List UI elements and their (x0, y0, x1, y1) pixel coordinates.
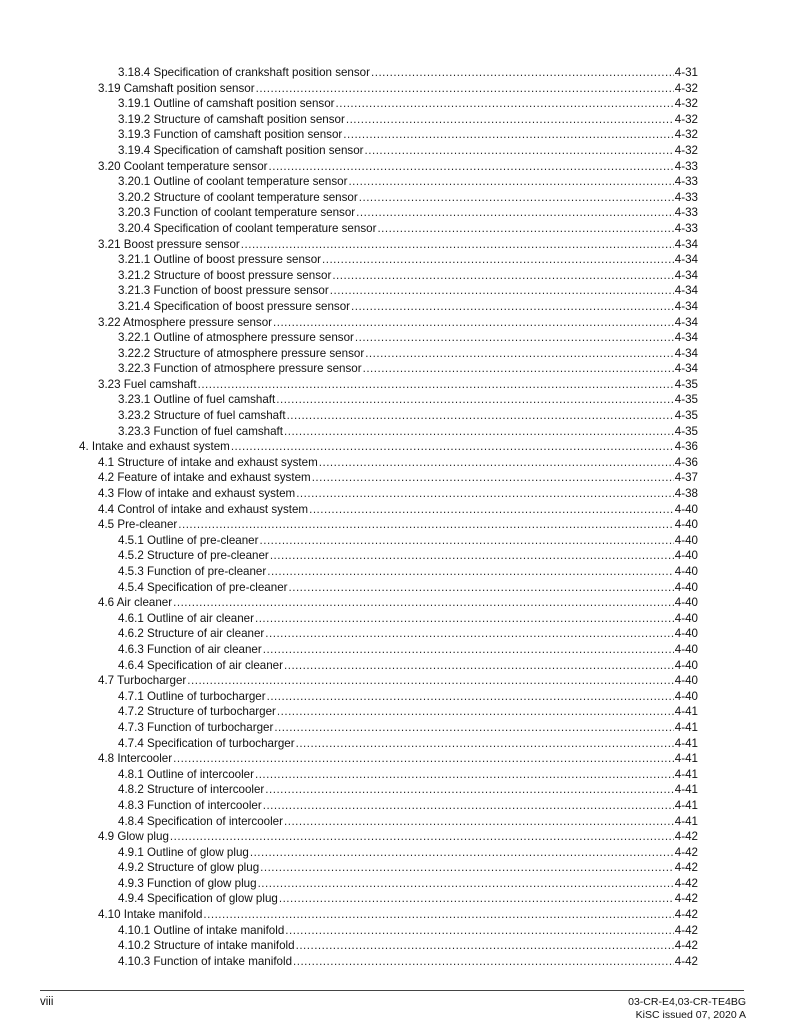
toc-entry[interactable] (0, 814, 794, 830)
toc-dot-leader (365, 143, 674, 159)
toc-entry[interactable] (0, 252, 794, 268)
toc-dot-leader (231, 439, 674, 455)
toc-entry-title: 4.8.2 Structure of intercooler (118, 783, 265, 797)
toc-entry-title: 4. Intake and exhaust system (79, 440, 230, 454)
toc-entry-title: 3.20.4 Specification of coolant temperature sensor (118, 221, 377, 235)
toc-entry-page: 4-40 (674, 627, 698, 641)
toc-dot-leader (255, 767, 674, 783)
toc-dot-leader (250, 845, 674, 861)
toc-entry-line (98, 315, 698, 331)
toc-entry-title: 4.6 Air cleaner (98, 596, 173, 610)
toc-entry-title: 4.3 Flow of intake and exhaust system (98, 487, 296, 501)
toc-entry-title: 4.7.3 Function of turbocharger (118, 720, 274, 734)
toc-entry[interactable] (0, 658, 794, 674)
toc-entry-page: 4-34 (674, 299, 698, 313)
toc-entry-line (98, 595, 698, 611)
toc-dot-leader (365, 346, 674, 362)
toc-dot-leader (289, 580, 674, 596)
toc-entry-title: 4.6.4 Specification of air cleaner (118, 658, 283, 672)
toc-entry-line (98, 237, 698, 253)
toc-dot-leader (351, 299, 674, 315)
toc-dot-leader (198, 377, 674, 393)
toc-entry-page: 4-33 (674, 175, 698, 189)
toc-entry-title: 4.5.1 Outline of pre-cleaner (118, 533, 259, 547)
toc-entry-page: 4-42 (674, 861, 698, 875)
toc-entry-line (118, 736, 698, 752)
toc-entry-line (118, 814, 698, 830)
toc-entry[interactable] (0, 65, 794, 81)
toc-entry-page: 4-33 (674, 159, 698, 173)
toc-entry-page: 4-34 (674, 268, 698, 282)
toc-entry-line (79, 439, 698, 455)
toc-entry[interactable] (0, 876, 794, 892)
footer-page-number: viii (40, 996, 54, 1008)
toc-entry-page: 4-40 (674, 596, 698, 610)
toc-entry-page: 4-40 (674, 580, 698, 594)
toc-entry-page: 4-33 (674, 190, 698, 204)
toc-entry-title: 3.23 Fuel camshaft (98, 377, 197, 391)
toc-dot-leader (270, 548, 674, 564)
toc-entry-title: 4.7.2 Structure of turbocharger (118, 705, 276, 719)
toc-entry-page: 4-41 (674, 736, 698, 750)
toc-entry-title: 3.21 Boost pressure sensor (98, 237, 240, 251)
toc-dot-leader (263, 798, 674, 814)
toc-entry-line (118, 361, 698, 377)
toc-entry-title: 3.20.2 Structure of coolant temperature sensor (118, 190, 358, 204)
toc-dot-leader (260, 860, 674, 876)
toc-entry-page: 4-40 (674, 533, 698, 547)
toc-dot-leader (187, 673, 673, 689)
toc-entry-line (98, 159, 698, 175)
toc-entry-page: 4-35 (674, 377, 698, 391)
toc-entry-line (118, 65, 698, 81)
toc-entry[interactable] (0, 237, 794, 253)
toc-entry-page: 4-32 (674, 112, 698, 126)
toc-entry-page: 4-41 (674, 798, 698, 812)
toc-entry-title: 4.7.1 Outline of turbocharger (118, 689, 266, 703)
toc-entry-page: 4-41 (674, 705, 698, 719)
toc-entry-title: 4.4 Control of intake and exhaust system (98, 502, 309, 516)
toc-dot-leader (284, 658, 674, 674)
toc-entry-title: 3.22.3 Function of atmosphere pressure sensor (118, 362, 362, 376)
toc-entry-page: 4-37 (674, 471, 698, 485)
toc-entry-page: 4-34 (674, 331, 698, 345)
toc-entry-title: 4.6.2 Structure of air cleaner (118, 627, 265, 641)
toc-dot-leader (203, 907, 673, 923)
footer-issue: KiSC issued 07, 2020 A (635, 1009, 746, 1021)
toc-entry-line (118, 954, 698, 970)
toc-dot-leader (269, 159, 674, 175)
toc-dot-leader (287, 408, 674, 424)
toc-dot-leader (296, 938, 674, 954)
toc-entry-page: 4-34 (674, 315, 698, 329)
toc-entry-page: 4-40 (674, 611, 698, 625)
toc-entry-page: 4-40 (674, 502, 698, 516)
toc-dot-leader (371, 65, 674, 81)
table-of-contents (0, 65, 794, 969)
toc-entry[interactable] (0, 330, 794, 346)
toc-entry-title: 4.6.1 Outline of air cleaner (118, 611, 254, 625)
toc-dot-leader (363, 361, 674, 377)
toc-dot-leader (173, 751, 674, 767)
toc-entry[interactable] (0, 81, 794, 97)
toc-entry-title: 3.21.2 Structure of boost pressure sensor (118, 268, 332, 282)
toc-entry[interactable] (0, 486, 794, 502)
toc-entry-page: 4-36 (674, 440, 698, 454)
toc-entry-page: 4-35 (674, 393, 698, 407)
toc-entry[interactable] (0, 346, 794, 362)
toc-entry-title: 3.23.1 Outline of fuel camshaft (118, 393, 276, 407)
toc-entry-title: 4.9.4 Specification of glow plug (118, 892, 278, 906)
toc-entry[interactable] (0, 174, 794, 190)
toc-entry-title: 4.10.3 Function of intake manifold (118, 954, 293, 968)
toc-entry[interactable] (0, 96, 794, 112)
toc-entry-title: 4.9.3 Function of glow plug (118, 876, 257, 890)
toc-entry[interactable] (0, 502, 794, 518)
toc-entry-title: 4.9 Glow plug (98, 830, 169, 844)
toc-entry[interactable] (0, 299, 794, 315)
toc-entry[interactable] (0, 439, 794, 455)
toc-entry-page: 4-31 (674, 66, 698, 79)
toc-entry-title: 4.7 Turbocharger (98, 674, 187, 688)
toc-entry-title: 4.1 Structure of intake and exhaust system (98, 455, 318, 469)
toc-dot-leader (359, 190, 674, 206)
toc-dot-leader (267, 689, 674, 705)
toc-entry-page: 4-40 (674, 658, 698, 672)
toc-dot-leader (293, 954, 674, 970)
toc-entry-title: 4.2 Feature of intake and exhaust system (98, 471, 311, 485)
toc-dot-leader (377, 221, 673, 237)
toc-entry[interactable] (0, 923, 794, 939)
toc-entry-page: 4-40 (674, 689, 698, 703)
toc-entry-title: 3.19.3 Function of camshaft position sensor (118, 128, 343, 142)
toc-entry-title: 4.5.4 Specification of pre-cleaner (118, 580, 288, 594)
toc-entry-line (98, 907, 698, 923)
footer-doc-info (628, 996, 746, 1022)
toc-dot-leader (256, 81, 674, 97)
toc-entry-line (118, 424, 698, 440)
toc-dot-leader (284, 424, 674, 440)
toc-entry-title: 3.23.3 Function of fuel camshaft (118, 424, 283, 438)
toc-entry-page: 4-32 (674, 128, 698, 142)
toc-entry-page: 4-34 (674, 253, 698, 267)
toc-entry[interactable] (0, 159, 794, 175)
toc-entry-page: 4-42 (674, 908, 698, 922)
toc-entry-title: 3.21.4 Specification of boost pressure sensor (118, 299, 351, 313)
toc-entry-line (118, 876, 698, 892)
toc-dot-leader (322, 252, 674, 268)
toc-entry[interactable] (0, 720, 794, 736)
toc-entry-line (118, 798, 698, 814)
toc-entry[interactable] (0, 112, 794, 128)
toc-entry-line (118, 626, 698, 642)
toc-entry-line (98, 455, 698, 471)
toc-dot-leader (332, 268, 673, 284)
toc-dot-leader (178, 517, 674, 533)
toc-entry-line (98, 517, 698, 533)
toc-entry-page: 4-42 (674, 830, 698, 844)
toc-entry-line (118, 252, 698, 268)
toc-entry-line (118, 127, 698, 143)
toc-entry[interactable] (0, 689, 794, 705)
toc-entry-line (118, 704, 698, 720)
toc-entry[interactable] (0, 143, 794, 159)
toc-dot-leader (284, 814, 674, 830)
toc-entry-line (118, 611, 698, 627)
toc-entry[interactable] (0, 517, 794, 533)
toc-entry-page: 4-35 (674, 409, 698, 423)
toc-entry[interactable] (0, 642, 794, 658)
toc-entry-title: 3.23.2 Structure of fuel camshaft (118, 409, 286, 423)
toc-entry-page: 4-34 (674, 362, 698, 376)
toc-entry[interactable] (0, 704, 794, 720)
toc-entry-title: 3.20.3 Function of coolant temperature sensor (118, 206, 356, 220)
toc-entry-page: 4-32 (674, 97, 698, 111)
toc-entry-page: 4-42 (674, 954, 698, 968)
toc-entry[interactable] (0, 798, 794, 814)
toc-entry[interactable] (0, 954, 794, 970)
toc-entry-title: 4.8.1 Outline of intercooler (118, 767, 254, 781)
toc-entry-page: 4-34 (674, 284, 698, 298)
toc-entry-line (118, 299, 698, 315)
toc-entry-title: 4.5 Pre-cleaner (98, 518, 178, 532)
toc-entry-line (98, 377, 698, 393)
toc-dot-leader (276, 392, 674, 408)
toc-dot-leader (241, 237, 674, 253)
toc-dot-leader (273, 315, 674, 331)
toc-entry-line (118, 782, 698, 798)
toc-dot-leader (277, 704, 674, 720)
toc-entry-title: 3.22.1 Outline of atmosphere pressure sensor (118, 331, 354, 345)
toc-entry[interactable] (0, 907, 794, 923)
toc-entry[interactable] (0, 751, 794, 767)
toc-entry-title: 4.8.3 Function of intercooler (118, 798, 262, 812)
toc-entry-line (118, 221, 698, 237)
toc-dot-leader (265, 626, 673, 642)
toc-entry[interactable] (0, 127, 794, 143)
toc-dot-leader (356, 205, 674, 221)
toc-entry-page: 4-42 (674, 892, 698, 906)
toc-dot-leader (312, 470, 674, 486)
toc-dot-leader (309, 502, 674, 518)
toc-entry[interactable] (0, 860, 794, 876)
toc-entry-line (118, 346, 698, 362)
toc-entry-line (118, 767, 698, 783)
toc-entry-line (118, 408, 698, 424)
toc-entry-line (118, 96, 698, 112)
toc-entry-title: 3.20.1 Outline of coolant temperature sensor (118, 175, 348, 189)
toc-dot-leader (355, 330, 674, 346)
toc-entry-title: 3.21.1 Outline of boost pressure sensor (118, 253, 322, 267)
toc-entry-line (118, 580, 698, 596)
toc-entry[interactable] (0, 829, 794, 845)
toc-entry[interactable] (0, 190, 794, 206)
toc-entry-title: 3.19.2 Structure of camshaft position sensor (118, 112, 345, 126)
toc-entry-line (118, 845, 698, 861)
toc-entry-title: 4.9.1 Outline of glow plug (118, 845, 249, 859)
toc-entry-line (118, 330, 698, 346)
toc-entry-page: 4-40 (674, 674, 698, 688)
toc-dot-leader (267, 564, 674, 580)
toc-entry-page: 4-34 (674, 237, 698, 251)
toc-entry-page: 4-33 (674, 221, 698, 235)
toc-dot-leader (173, 595, 674, 611)
toc-dot-leader (336, 96, 674, 112)
toc-entry-page: 4-35 (674, 424, 698, 438)
toc-entry[interactable] (0, 736, 794, 752)
toc-entry-line (118, 190, 698, 206)
toc-entry[interactable] (0, 938, 794, 954)
toc-entry-line (118, 533, 698, 549)
toc-entry-page: 4-41 (674, 752, 698, 766)
toc-entry-line (98, 81, 698, 97)
toc-dot-leader (260, 533, 674, 549)
toc-entry-title: 4.10 Intake manifold (98, 908, 203, 922)
toc-entry-line (118, 143, 698, 159)
toc-entry-title: 4.8 Intercooler (98, 752, 173, 766)
toc-entry-title: 3.20 Coolant temperature sensor (98, 159, 268, 173)
toc-entry[interactable] (0, 595, 794, 611)
toc-dot-leader (296, 736, 674, 752)
toc-entry-line (98, 673, 698, 689)
toc-entry[interactable] (0, 408, 794, 424)
toc-entry-page: 4-42 (674, 939, 698, 953)
toc-dot-leader (263, 642, 674, 658)
toc-entry-page: 4-33 (674, 206, 698, 220)
toc-entry-title: 4.7.4 Specification of turbocharger (118, 736, 295, 750)
toc-entry-title: 3.18.4 Specification of crankshaft position sensor (118, 66, 370, 79)
toc-entry-line (118, 268, 698, 284)
toc-entry-line (118, 564, 698, 580)
toc-entry-line (118, 642, 698, 658)
toc-entry-title: 3.22 Atmosphere pressure sensor (98, 315, 273, 329)
toc-dot-leader (296, 486, 674, 502)
toc-entry[interactable] (0, 767, 794, 783)
toc-entry[interactable] (0, 470, 794, 486)
toc-entry[interactable] (0, 611, 794, 627)
toc-entry-line (98, 829, 698, 845)
toc-entry[interactable] (0, 548, 794, 564)
toc-entry[interactable] (0, 580, 794, 596)
toc-entry-line (118, 392, 698, 408)
toc-entry-page: 4-32 (674, 81, 698, 95)
toc-entry-page: 4-42 (674, 845, 698, 859)
toc-entry[interactable] (0, 205, 794, 221)
toc-entry-line (98, 470, 698, 486)
toc-entry[interactable] (0, 533, 794, 549)
toc-dot-leader (255, 611, 674, 627)
toc-entry-page: 4-41 (674, 814, 698, 828)
toc-entry-page: 4-41 (674, 720, 698, 734)
toc-entry-line (98, 502, 698, 518)
toc-entry-line (118, 923, 698, 939)
toc-entry-line (118, 658, 698, 674)
toc-entry-page: 4-42 (674, 876, 698, 890)
footer-doc-code: 03-CR-E4,03-CR-TE4BG (628, 996, 746, 1008)
toc-dot-leader (330, 283, 674, 299)
toc-entry-title: 3.19 Camshaft position sensor (98, 81, 255, 95)
footer-divider (40, 990, 744, 991)
toc-entry-title: 4.5.2 Structure of pre-cleaner (118, 549, 269, 563)
toc-entry[interactable] (0, 392, 794, 408)
toc-dot-leader (348, 174, 673, 190)
toc-dot-leader (319, 455, 674, 471)
toc-entry-page: 4-34 (674, 346, 698, 360)
toc-entry-line (118, 860, 698, 876)
toc-entry[interactable] (0, 221, 794, 237)
toc-entry-line (118, 938, 698, 954)
toc-entry-title: 4.9.2 Structure of glow plug (118, 861, 260, 875)
toc-entry-title: 3.21.3 Function of boost pressure sensor (118, 284, 329, 298)
toc-entry-page: 4-40 (674, 565, 698, 578)
toc-entry-page: 4-40 (674, 518, 698, 532)
toc-entry-page: 4-40 (674, 642, 698, 656)
toc-entry[interactable] (0, 782, 794, 798)
toc-entry[interactable] (0, 315, 794, 331)
toc-dot-leader (346, 112, 674, 128)
toc-entry-page: 4-41 (674, 767, 698, 781)
toc-dot-leader (285, 923, 674, 939)
toc-dot-leader (258, 876, 674, 892)
toc-entry-title: 3.19.1 Outline of camshaft position sensor (118, 97, 335, 111)
toc-entry[interactable] (0, 673, 794, 689)
toc-entry-line (98, 751, 698, 767)
toc-entry-line (118, 205, 698, 221)
toc-entry[interactable] (0, 845, 794, 861)
toc-entry-page: 4-36 (674, 455, 698, 469)
toc-entry-page: 4-42 (674, 923, 698, 937)
toc-entry[interactable] (0, 891, 794, 907)
toc-dot-leader (274, 720, 673, 736)
toc-entry-page: 4-38 (674, 487, 698, 501)
toc-entry[interactable] (0, 361, 794, 377)
toc-entry[interactable] (0, 564, 794, 580)
toc-entry-page: 4-41 (674, 783, 698, 797)
toc-dot-leader (279, 891, 674, 907)
toc-entry-line (98, 486, 698, 502)
toc-dot-leader (343, 127, 674, 143)
toc-entry-line (118, 174, 698, 190)
toc-entry[interactable] (0, 455, 794, 471)
toc-entry-page: 4-40 (674, 549, 698, 563)
toc-entry[interactable] (0, 268, 794, 284)
toc-dot-leader (265, 782, 673, 798)
toc-entry[interactable] (0, 377, 794, 393)
toc-entry[interactable] (0, 424, 794, 440)
toc-entry-title: 3.22.2 Structure of atmosphere pressure sensor (118, 346, 365, 360)
toc-entry[interactable] (0, 283, 794, 299)
toc-entry-title: 4.10.1 Outline of intake manifold (118, 923, 285, 937)
toc-entry-line (118, 283, 698, 299)
toc-entry-title: 4.8.4 Specification of intercooler (118, 814, 283, 828)
toc-entry-line (118, 689, 698, 705)
toc-entry-line (118, 548, 698, 564)
toc-entry-title: 3.19.4 Specification of camshaft position sensor (118, 143, 364, 157)
toc-dot-leader (170, 829, 674, 845)
toc-entry-line (118, 112, 698, 128)
toc-entry-line (118, 720, 698, 736)
toc-entry-title: 4.5.3 Function of pre-cleaner (118, 565, 267, 578)
toc-entry-line (118, 891, 698, 907)
toc-entry-title: 4.6.3 Function of air cleaner (118, 642, 262, 656)
toc-entry-page: 4-32 (674, 143, 698, 157)
toc-entry-title: 4.10.2 Structure of intake manifold (118, 939, 295, 953)
toc-entry[interactable] (0, 626, 794, 642)
